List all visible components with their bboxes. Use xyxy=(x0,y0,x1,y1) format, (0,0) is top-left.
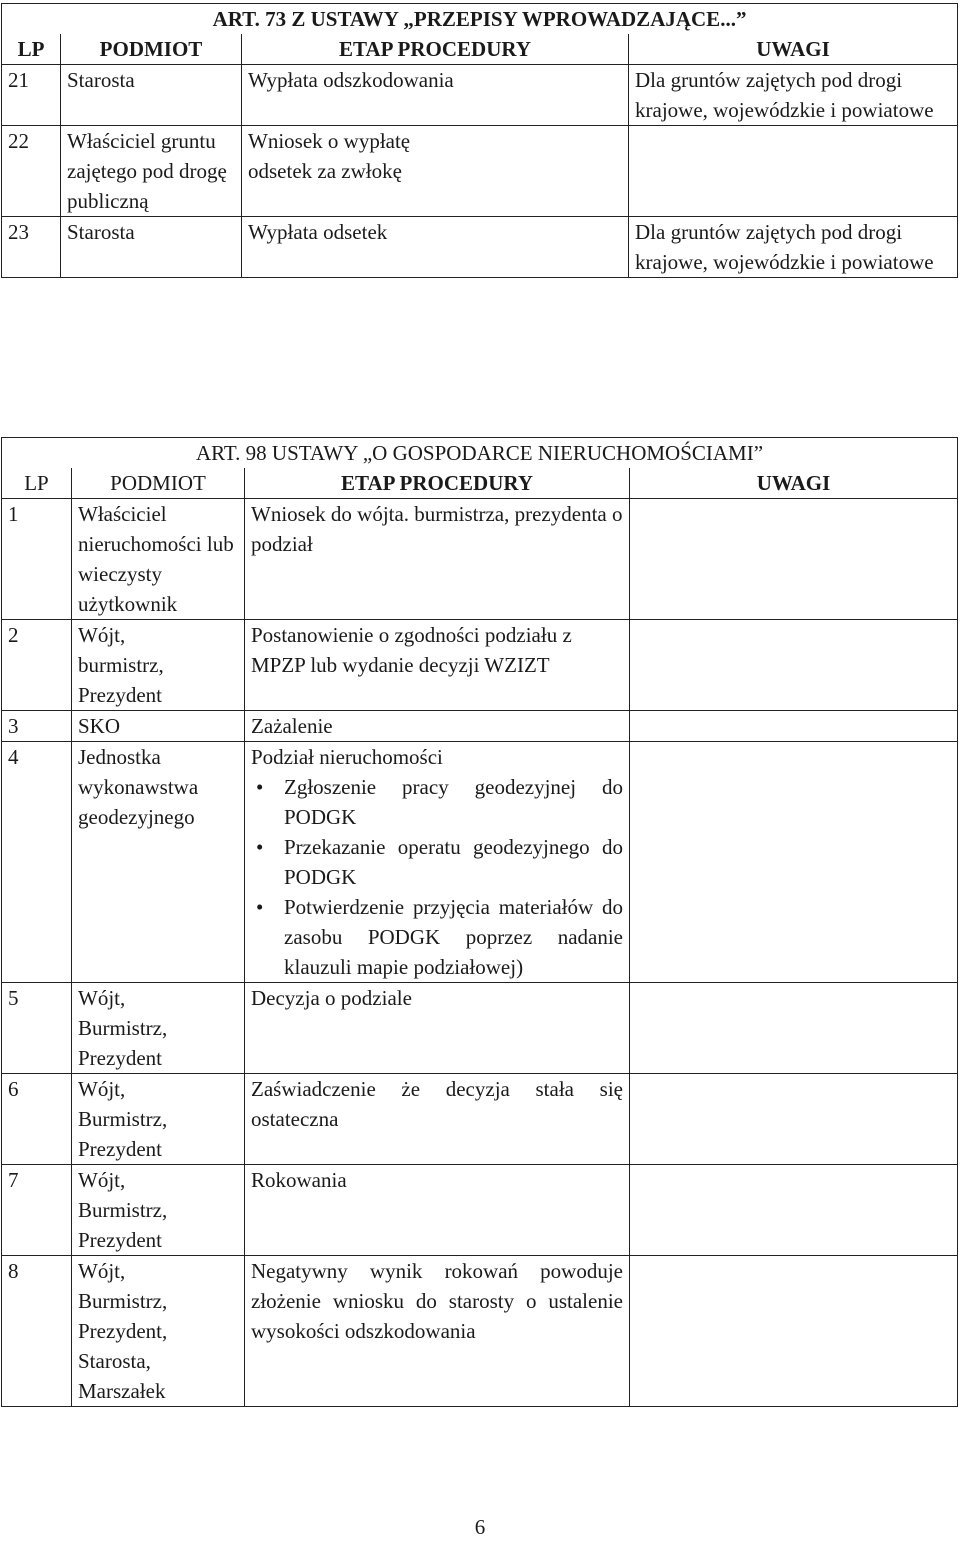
cell-podmiot: Wójt, Burmistrz, Prezydent, Starosta, Marszałek xyxy=(72,1256,245,1407)
table-title: ART. 98 USTAWY „O GOSPODARCE NIERUCHOMOŚCIAMI” xyxy=(2,438,958,469)
cell-podmiot: Wójt, Burmistrz, Prezydent xyxy=(72,983,245,1074)
cell-podmiot: Jednostka wykonawstwa geodezyjnego xyxy=(72,742,245,983)
header-etap: ETAP PROCEDURY xyxy=(245,468,630,499)
header-podmiot: PODMIOT xyxy=(72,468,245,499)
header-lp: LP xyxy=(2,468,72,499)
cell-etap: Wypłata odsetek xyxy=(242,217,629,278)
cell-etap: Negatywny wynik rokowań powoduje złożenie wniosku do starosty o ustalenie wysokości odszkodowania xyxy=(245,1256,630,1407)
list-item: • Potwierdzenie przyjęcia materiałów do zasobu PODGK poprzez nadanie klauzuli mapie podziałowej) xyxy=(284,892,623,982)
cell-lp: 4 xyxy=(2,742,72,983)
cell-etap: Zażalenie xyxy=(245,711,630,742)
cell-uwagi xyxy=(630,1256,958,1407)
cell-uwagi xyxy=(630,711,958,742)
cell-etap: Zaświadczenie że decyzja stała się ostateczna xyxy=(245,1074,630,1165)
cell-etap xyxy=(245,742,630,983)
cell-podmiot: Starosta xyxy=(61,65,242,126)
cell-lp: 5 xyxy=(2,983,72,1074)
cell-lp: 21 xyxy=(2,65,61,126)
table-row xyxy=(2,217,958,278)
cell-lp: 7 xyxy=(2,1165,72,1256)
etap-heading: Podział nieruchomości xyxy=(251,745,443,769)
table-art73 xyxy=(1,3,958,278)
cell-uwagi xyxy=(630,620,958,711)
cell-uwagi xyxy=(630,742,958,983)
header-lp: LP xyxy=(2,34,61,65)
header-uwagi: UWAGI xyxy=(630,468,958,499)
cell-lp: 8 xyxy=(2,1256,72,1407)
table-row xyxy=(2,65,958,126)
page-number: 6 xyxy=(474,1515,486,1539)
cell-podmiot: SKO xyxy=(72,711,245,742)
table-row xyxy=(2,1256,958,1407)
table-row xyxy=(2,126,958,217)
cell-lp: 3 xyxy=(2,711,72,742)
cell-etap: Decyzja o podziale xyxy=(245,983,630,1074)
cell-podmiot: Właściciel nieruchomości lub wieczysty użytkownik xyxy=(72,499,245,620)
table-art98 xyxy=(1,437,958,1407)
cell-podmiot: Wójt, Burmistrz, Prezydent xyxy=(72,1165,245,1256)
table-row xyxy=(2,620,958,711)
cell-lp: 2 xyxy=(2,620,72,711)
table-row xyxy=(2,983,958,1074)
cell-uwagi xyxy=(630,1165,958,1256)
table-row xyxy=(2,711,958,742)
cell-podmiot: Właściciel gruntu zajętego pod drogę publiczną xyxy=(61,126,242,217)
cell-uwagi: Dla gruntów zajętych pod drogi krajowe, wojewódzkie i powiatowe xyxy=(629,65,958,126)
cell-uwagi xyxy=(630,499,958,620)
table-row xyxy=(2,1074,958,1165)
cell-lp: 22 xyxy=(2,126,61,217)
cell-uwagi xyxy=(629,126,958,217)
cell-podmiot: Wójt, Burmistrz, Prezydent xyxy=(72,1074,245,1165)
header-podmiot: PODMIOT xyxy=(61,34,242,65)
cell-etap: Wniosek o wypłatę odsetek za zwłokę xyxy=(242,126,629,217)
cell-etap: Wypłata odszkodowania xyxy=(242,65,629,126)
cell-lp: 6 xyxy=(2,1074,72,1165)
etap-bullet-list xyxy=(251,772,623,982)
cell-lp: 1 xyxy=(2,499,72,620)
table-row xyxy=(2,742,958,983)
cell-etap: Wniosek do wójta. burmistrza, prezydenta o podział xyxy=(245,499,630,620)
cell-etap: Postanowienie o zgodności podziału z MPZP lub wydanie decyzji WZIZT xyxy=(245,620,630,711)
cell-uwagi xyxy=(630,1074,958,1165)
table-row xyxy=(2,499,958,620)
cell-uwagi xyxy=(630,983,958,1074)
list-item: • Zgłoszenie pracy geodezyjnej do PODGK xyxy=(284,772,623,832)
cell-uwagi: Dla gruntów zajętych pod drogi krajowe, wojewódzkie i powiatowe xyxy=(629,217,958,278)
cell-podmiot: Wójt, burmistrz, Prezydent xyxy=(72,620,245,711)
cell-etap: Rokowania xyxy=(245,1165,630,1256)
table-row xyxy=(2,1165,958,1256)
list-item: • Przekazanie operatu geodezyjnego do PODGK xyxy=(284,832,623,892)
header-uwagi: UWAGI xyxy=(629,34,958,65)
cell-lp: 23 xyxy=(2,217,61,278)
cell-podmiot: Starosta xyxy=(61,217,242,278)
header-etap: ETAP PROCEDURY xyxy=(242,34,629,65)
table-title: ART. 73 Z USTAWY „PRZEPISY WPROWADZAJĄCE...” xyxy=(2,4,958,35)
